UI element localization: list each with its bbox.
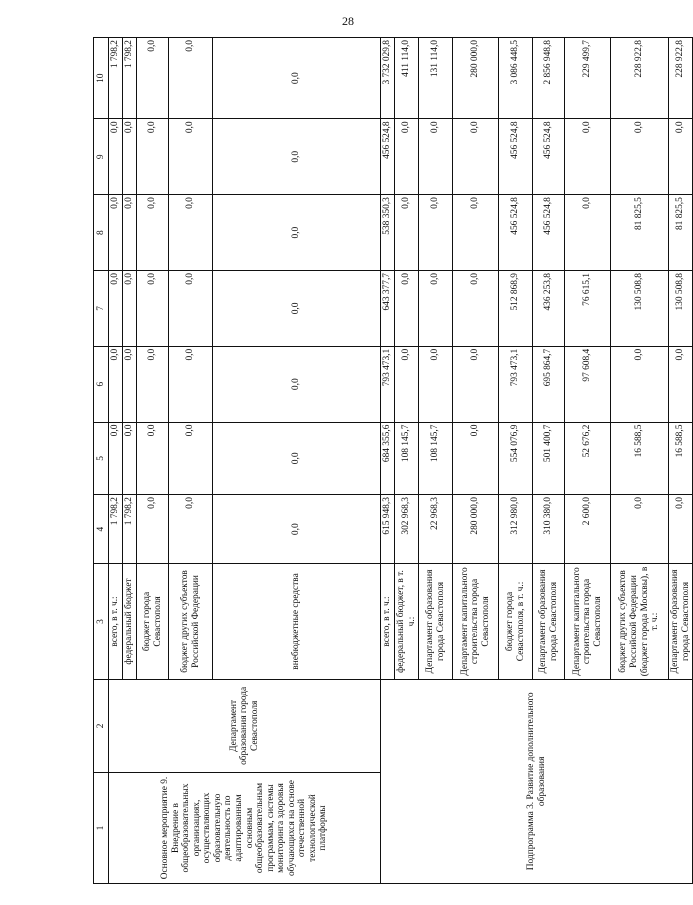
executor: Департамент образования города Севастополя bbox=[109, 679, 381, 772]
value-cell: 0,0 bbox=[611, 495, 669, 564]
subprogram-name: Подпрограмма 3. Развитие дополнительного образования bbox=[381, 679, 693, 883]
header-cell: 8 bbox=[94, 195, 109, 271]
value-cell: 0,0 bbox=[137, 119, 169, 195]
value-cell: 0,0 bbox=[109, 346, 123, 422]
header-cell: 1 bbox=[94, 773, 109, 884]
value-cell: 16 588,5 bbox=[611, 422, 669, 495]
value-cell: 0,0 bbox=[123, 195, 137, 271]
value-cell: 81 825,5 bbox=[611, 195, 669, 271]
value-cell: 0,0 bbox=[565, 119, 611, 195]
header-cell: 4 bbox=[94, 495, 109, 564]
funding-source: Департамент капитального строительства города Севастополя bbox=[453, 564, 499, 679]
value-cell: 3 732 029,8 bbox=[381, 38, 395, 119]
value-cell: 643 377,7 bbox=[381, 271, 395, 347]
value-cell: 0,0 bbox=[669, 119, 693, 195]
value-cell: 97 608,4 bbox=[565, 346, 611, 422]
value-cell: 312 980,0 bbox=[499, 495, 533, 564]
value-cell: 2 600,0 bbox=[565, 495, 611, 564]
page-number: 28 bbox=[342, 14, 354, 28]
header-row bbox=[94, 38, 109, 884]
funding-source: Департамент образования города Севастополя bbox=[669, 564, 693, 679]
value-cell: 0,0 bbox=[169, 346, 213, 422]
table-row bbox=[109, 38, 123, 884]
funding-source: внебюджетные средства bbox=[213, 564, 381, 679]
value-cell: 0,0 bbox=[453, 271, 499, 347]
value-cell: 1 798,2 bbox=[109, 38, 123, 119]
value-cell: 0,0 bbox=[565, 195, 611, 271]
value-cell: 0,0 bbox=[419, 119, 453, 195]
funding-source: бюджет других субъектов Российской Федерации bbox=[169, 564, 213, 679]
value-cell: 615 948,3 bbox=[381, 495, 395, 564]
value-cell: 22 968,3 bbox=[419, 495, 453, 564]
funding-source: всего, в т. ч.: bbox=[109, 564, 123, 679]
value-cell: 130 508,8 bbox=[611, 271, 669, 347]
value-cell: 684 355,6 bbox=[381, 422, 395, 495]
value-cell: 0,0 bbox=[123, 346, 137, 422]
value-cell: 0,0 bbox=[419, 271, 453, 347]
value-cell: 0,0 bbox=[169, 119, 213, 195]
value-cell: 108 145,7 bbox=[419, 422, 453, 495]
value-cell: 0,0 bbox=[213, 119, 381, 195]
value-cell: 0,0 bbox=[109, 119, 123, 195]
value-cell: 0,0 bbox=[395, 195, 419, 271]
value-cell: 1 798,2 bbox=[109, 495, 123, 564]
value-cell: 456 524,8 bbox=[381, 119, 395, 195]
budget-table bbox=[93, 37, 693, 884]
value-cell: 0,0 bbox=[213, 38, 381, 119]
value-cell: 456 524,8 bbox=[533, 195, 565, 271]
value-cell: 0,0 bbox=[123, 422, 137, 495]
value-cell: 456 524,8 bbox=[499, 119, 533, 195]
header-cell: 3 bbox=[94, 564, 109, 679]
value-cell: 228 922,8 bbox=[669, 38, 693, 119]
value-cell: 0,0 bbox=[123, 119, 137, 195]
value-cell: 501 400,7 bbox=[533, 422, 565, 495]
value-cell: 130 508,8 bbox=[669, 271, 693, 347]
value-cell: 2 856 948,8 bbox=[533, 38, 565, 119]
value-cell: 229 499,7 bbox=[565, 38, 611, 119]
activity-name: Основное мероприятие 9. Внедрение в общеобразовательных организациях, осуществляющих образовательную деятельность по адаптированным основным общеобразовательным программам, системы мониторинга здоровья обучающихся на основе отечественной технологической платформы bbox=[109, 773, 381, 884]
funding-source: бюджет города Севастополя, в т. ч.: bbox=[499, 564, 533, 679]
rotated-table-wrapper bbox=[93, 37, 691, 884]
funding-source: федеральный бюджет, в т. ч.: bbox=[395, 564, 419, 679]
value-cell: 793 473,1 bbox=[381, 346, 395, 422]
value-cell: 76 615,1 bbox=[565, 271, 611, 347]
value-cell: 0,0 bbox=[137, 195, 169, 271]
funding-source: Департамент образования города Севастополя bbox=[419, 564, 453, 679]
value-cell: 0,0 bbox=[453, 195, 499, 271]
header-cell: 9 bbox=[94, 119, 109, 195]
value-cell: 695 864,7 bbox=[533, 346, 565, 422]
funding-source: Департамент капитального строительства города Севастополя bbox=[565, 564, 611, 679]
value-cell: 0,0 bbox=[453, 422, 499, 495]
value-cell: 0,0 bbox=[213, 271, 381, 347]
value-cell: 0,0 bbox=[453, 346, 499, 422]
value-cell: 0,0 bbox=[669, 346, 693, 422]
value-cell: 0,0 bbox=[395, 271, 419, 347]
header-cell: 2 bbox=[94, 679, 109, 772]
value-cell: 81 825,5 bbox=[669, 195, 693, 271]
value-cell: 0,0 bbox=[611, 346, 669, 422]
value-cell: 16 588,5 bbox=[669, 422, 693, 495]
value-cell: 52 676,2 bbox=[565, 422, 611, 495]
value-cell: 310 380,0 bbox=[533, 495, 565, 564]
value-cell: 0,0 bbox=[395, 119, 419, 195]
value-cell: 0,0 bbox=[213, 195, 381, 271]
value-cell: 131 114,0 bbox=[419, 38, 453, 119]
value-cell: 0,0 bbox=[453, 119, 499, 195]
value-cell: 0,0 bbox=[395, 346, 419, 422]
value-cell: 0,0 bbox=[109, 195, 123, 271]
value-cell: 0,0 bbox=[137, 495, 169, 564]
funding-source: федеральный бюджет bbox=[123, 564, 137, 679]
value-cell: 554 076,9 bbox=[499, 422, 533, 495]
value-cell: 280 000,0 bbox=[453, 38, 499, 119]
value-cell: 793 473,1 bbox=[499, 346, 533, 422]
value-cell: 0,0 bbox=[137, 422, 169, 495]
value-cell: 512 868,9 bbox=[499, 271, 533, 347]
value-cell: 228 922,8 bbox=[611, 38, 669, 119]
value-cell: 0,0 bbox=[213, 422, 381, 495]
value-cell: 436 253,8 bbox=[533, 271, 565, 347]
value-cell: 0,0 bbox=[419, 195, 453, 271]
value-cell: 0,0 bbox=[611, 119, 669, 195]
value-cell: 0,0 bbox=[137, 271, 169, 347]
value-cell: 0,0 bbox=[123, 271, 137, 347]
value-cell: 456 524,8 bbox=[533, 119, 565, 195]
header-cell: 6 bbox=[94, 346, 109, 422]
value-cell: 280 000,0 bbox=[453, 495, 499, 564]
value-cell: 411 114,0 bbox=[395, 38, 419, 119]
value-cell: 3 086 448,5 bbox=[499, 38, 533, 119]
value-cell: 108 145,7 bbox=[395, 422, 419, 495]
header-cell: 5 bbox=[94, 422, 109, 495]
value-cell: 0,0 bbox=[137, 346, 169, 422]
value-cell: 1 798,2 bbox=[123, 495, 137, 564]
value-cell: 0,0 bbox=[109, 271, 123, 347]
value-cell: 538 350,3 bbox=[381, 195, 395, 271]
funding-source: всего, в т. ч.: bbox=[381, 564, 395, 679]
value-cell: 0,0 bbox=[169, 495, 213, 564]
value-cell: 0,0 bbox=[213, 346, 381, 422]
funding-source: бюджет города Севастополя bbox=[137, 564, 169, 679]
funding-source: Департамент образования города Севастополя bbox=[533, 564, 565, 679]
funding-source: бюджет других субъектов Российской Федерации (бюджет города Москвы), в т. ч.: bbox=[611, 564, 669, 679]
value-cell: 0,0 bbox=[213, 495, 381, 564]
value-cell: 0,0 bbox=[169, 38, 213, 119]
value-cell: 0,0 bbox=[109, 422, 123, 495]
header-cell: 10 bbox=[94, 38, 109, 119]
value-cell: 0,0 bbox=[169, 271, 213, 347]
value-cell: 456 524,8 bbox=[499, 195, 533, 271]
value-cell: 0,0 bbox=[419, 346, 453, 422]
table-row bbox=[381, 38, 395, 884]
header-cell: 7 bbox=[94, 271, 109, 347]
value-cell: 0,0 bbox=[169, 195, 213, 271]
value-cell: 0,0 bbox=[137, 38, 169, 119]
value-cell: 0,0 bbox=[169, 422, 213, 495]
value-cell: 302 968,3 bbox=[395, 495, 419, 564]
value-cell: 1 798,2 bbox=[123, 38, 137, 119]
value-cell: 0,0 bbox=[669, 495, 693, 564]
